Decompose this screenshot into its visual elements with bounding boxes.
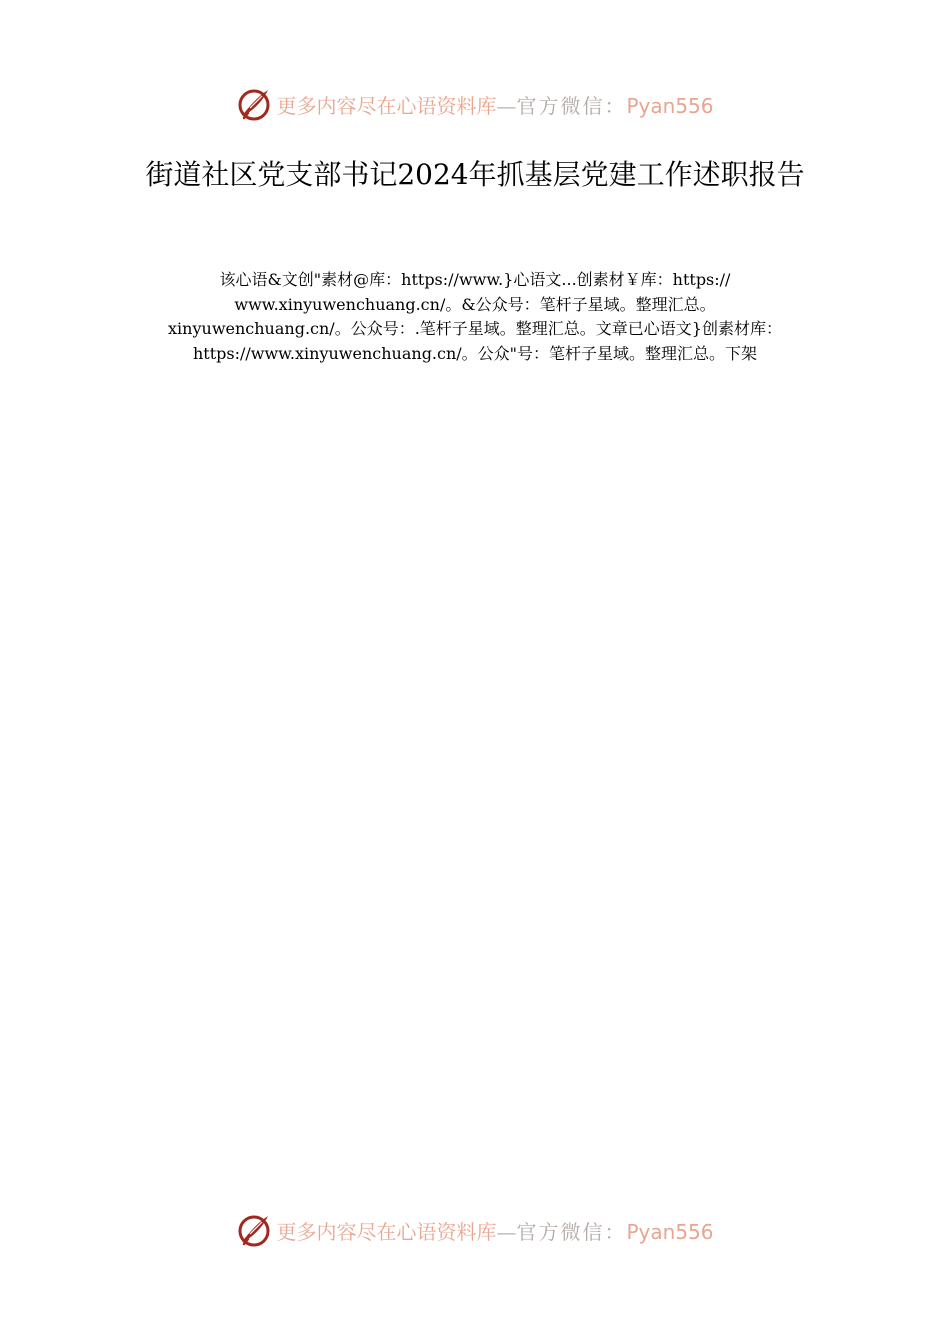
intro-line-4: https://www.xinyuwenchuang.cn/。公众"号：笔杆子星域。整理汇总。下架 (192, 343, 758, 363)
banner-separator: — (496, 1219, 517, 1244)
quill-pen-logo-icon (236, 86, 272, 122)
banner-wechat-label: 官方微信： (516, 93, 627, 118)
intro-line-2: www.xinyuwenchuang.cn/。&公众号：笔杆子星域。整理汇总。 (234, 294, 716, 314)
banner-text (276, 90, 713, 119)
banner-text-main: 更多内容尽在心语资料库 (276, 93, 497, 118)
banner-wechat-id: Pyan556 (626, 93, 714, 118)
banner-text-main: 更多内容尽在心语资料库 (276, 1219, 497, 1244)
intro-line-3: xinyuwenchuang.cn/。公众号：.笔杆子星域。整理汇总。文章已心语文}创素材库： (168, 319, 782, 338)
header-banner (0, 84, 950, 124)
quill-pen-logo-icon (236, 1212, 272, 1248)
banner-text (276, 1216, 713, 1245)
document-intro (150, 268, 800, 366)
footer-banner (0, 1210, 950, 1250)
document-title: 街道社区党支部书记2024年抓基层党建工作述职报告 (145, 158, 805, 191)
banner-wechat-id: Pyan556 (626, 1219, 714, 1244)
banner-separator: — (496, 93, 517, 118)
banner-wechat-label: 官方微信： (516, 1219, 627, 1244)
intro-line-1: 该心语&文创"素材@库：https://www.}心语文...创素材￥库：https:// (219, 270, 731, 289)
